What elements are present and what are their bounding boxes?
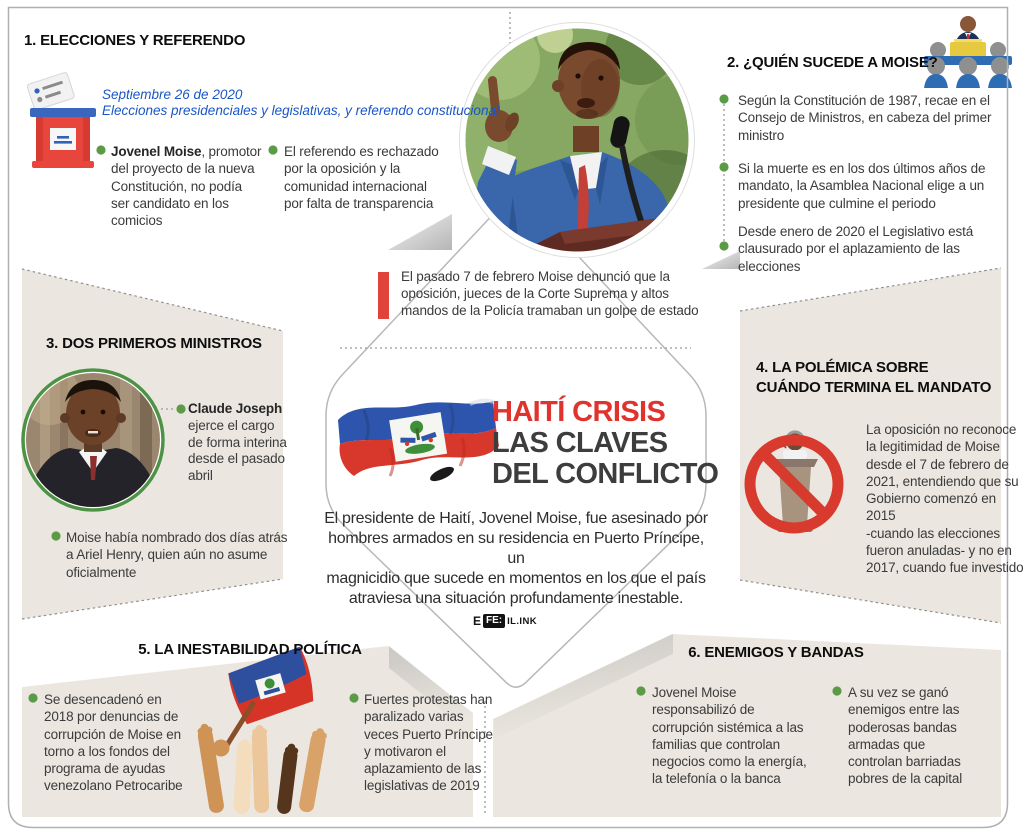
quote-text: El pasado 7 de febrero Moise denunció que la oposición, jueces de la Corte Suprema y altos mandos de la Policía tramaban un golpe de estado xyxy=(401,269,699,318)
assembly-icon xyxy=(924,16,1012,88)
section1-bullet1: Jovenel Moise, promotor del proyecto de la nueva Constitución, no podía ser candidato en los comicios xyxy=(111,144,262,229)
section5-title: 5. LA INESTABILIDAD POLÍTICA xyxy=(138,641,362,658)
section3-title: 3. DOS PRIMEROS MINISTROS xyxy=(46,335,262,352)
section5-bullet2: Fuertes protestas han paralizado varias veces Puerto Príncipe y motivaron el aplazamiento de las legislativas de 2019 xyxy=(364,692,493,794)
date-line1: Septiembre 26 de 2020 xyxy=(102,87,243,102)
section1-date xyxy=(102,87,499,119)
section2-title: 2. ¿QUIÉN SUCEDE A MOISE? xyxy=(727,54,938,71)
lead-paragraph: El presidente de Haití, Jovenel Moise, fue asesinado por hombres armados en su residencia en Puerto Príncipe, un magnicidio que sucede en momentos en los que el país atraviesa una situación profundamente inestable. xyxy=(324,510,708,607)
date-line2: Elecciones presidenciales y legislativas, y referendo constitucional xyxy=(102,103,499,118)
efe-logo-suffix: IL.INK xyxy=(507,615,537,627)
efe-logo xyxy=(455,614,555,628)
quote-accent-bar xyxy=(378,272,389,319)
section1-bullet2: El referendo es rechazado por la oposición y la comunidad internacional por falta de transparencia xyxy=(284,144,439,211)
efe-logo-letter: E xyxy=(473,614,482,628)
section6-bullet1: Jovenel Moise responsabilizó de corrupción sistémica a las familias que controlan negocios como la energía, la telefonía o la banca xyxy=(652,685,807,787)
main-title-dark1: LAS CLAVES xyxy=(492,427,668,459)
ballot-box-icon xyxy=(27,72,96,168)
section2-bullet2: Si la muerte es en los dos últimos años de mandato, la Asamblea Nacional elige a un presidente que culmine el periodo xyxy=(738,161,986,211)
section6-bullet2: A su vez se ganó enemigos entre las poderosas bandas armadas que controlan barriadas pobres de la capital xyxy=(848,685,963,787)
section6-title: 6. ENEMIGOS Y BANDAS xyxy=(688,644,864,661)
page-fold-top-left-panel xyxy=(388,214,452,250)
section3-bullet2: Moise había nombrado dos días atrás a Ariel Henry, quien aún no asume oficialmente xyxy=(66,530,288,580)
section2-bullet1: Según la Constitución de 1987, recae en el Consejo de Ministros, en cabeza del primer ministro xyxy=(738,93,992,143)
page-fold-top-right-panel xyxy=(702,251,740,269)
efe-logo-box: FE: xyxy=(483,614,505,628)
bold-name: Jovenel Moise xyxy=(111,144,202,159)
main-title-dark2: DEL CONFLICTO xyxy=(492,458,719,490)
main-title-red: HAITÍ CRISIS xyxy=(492,396,666,428)
section4-title: 4. LA POLÉMICA SOBRE CUÁNDO TERMINA EL MANDATO xyxy=(756,359,992,396)
section4-body: La oposición no reconoce la legitimidad de Moise desde el 7 de febrero de 2021, entendiendo que su Gobierno comenzó en 2015 -cuando las elecciones fueron anuladas- y no en 2017, cuando fue investido xyxy=(866,422,1024,576)
section5-bullet1: Se desencadenó en 2018 por denuncias de corrupción de Moise en torno a los fondos del programa de ayudas venezolano Petrocaribe xyxy=(44,692,183,794)
section1-title: 1. ELECCIONES Y REFERENDO xyxy=(24,32,246,49)
section2-bullet3: Desde enero de 2020 el Legislativo está clausurado por el aplazamiento de las elecciones xyxy=(738,224,974,274)
bold-name: Claude Joseph xyxy=(188,401,283,416)
section3-bullet1: Claude Joseph ejerce el cargo de forma interina desde el pasado abril xyxy=(188,401,287,484)
